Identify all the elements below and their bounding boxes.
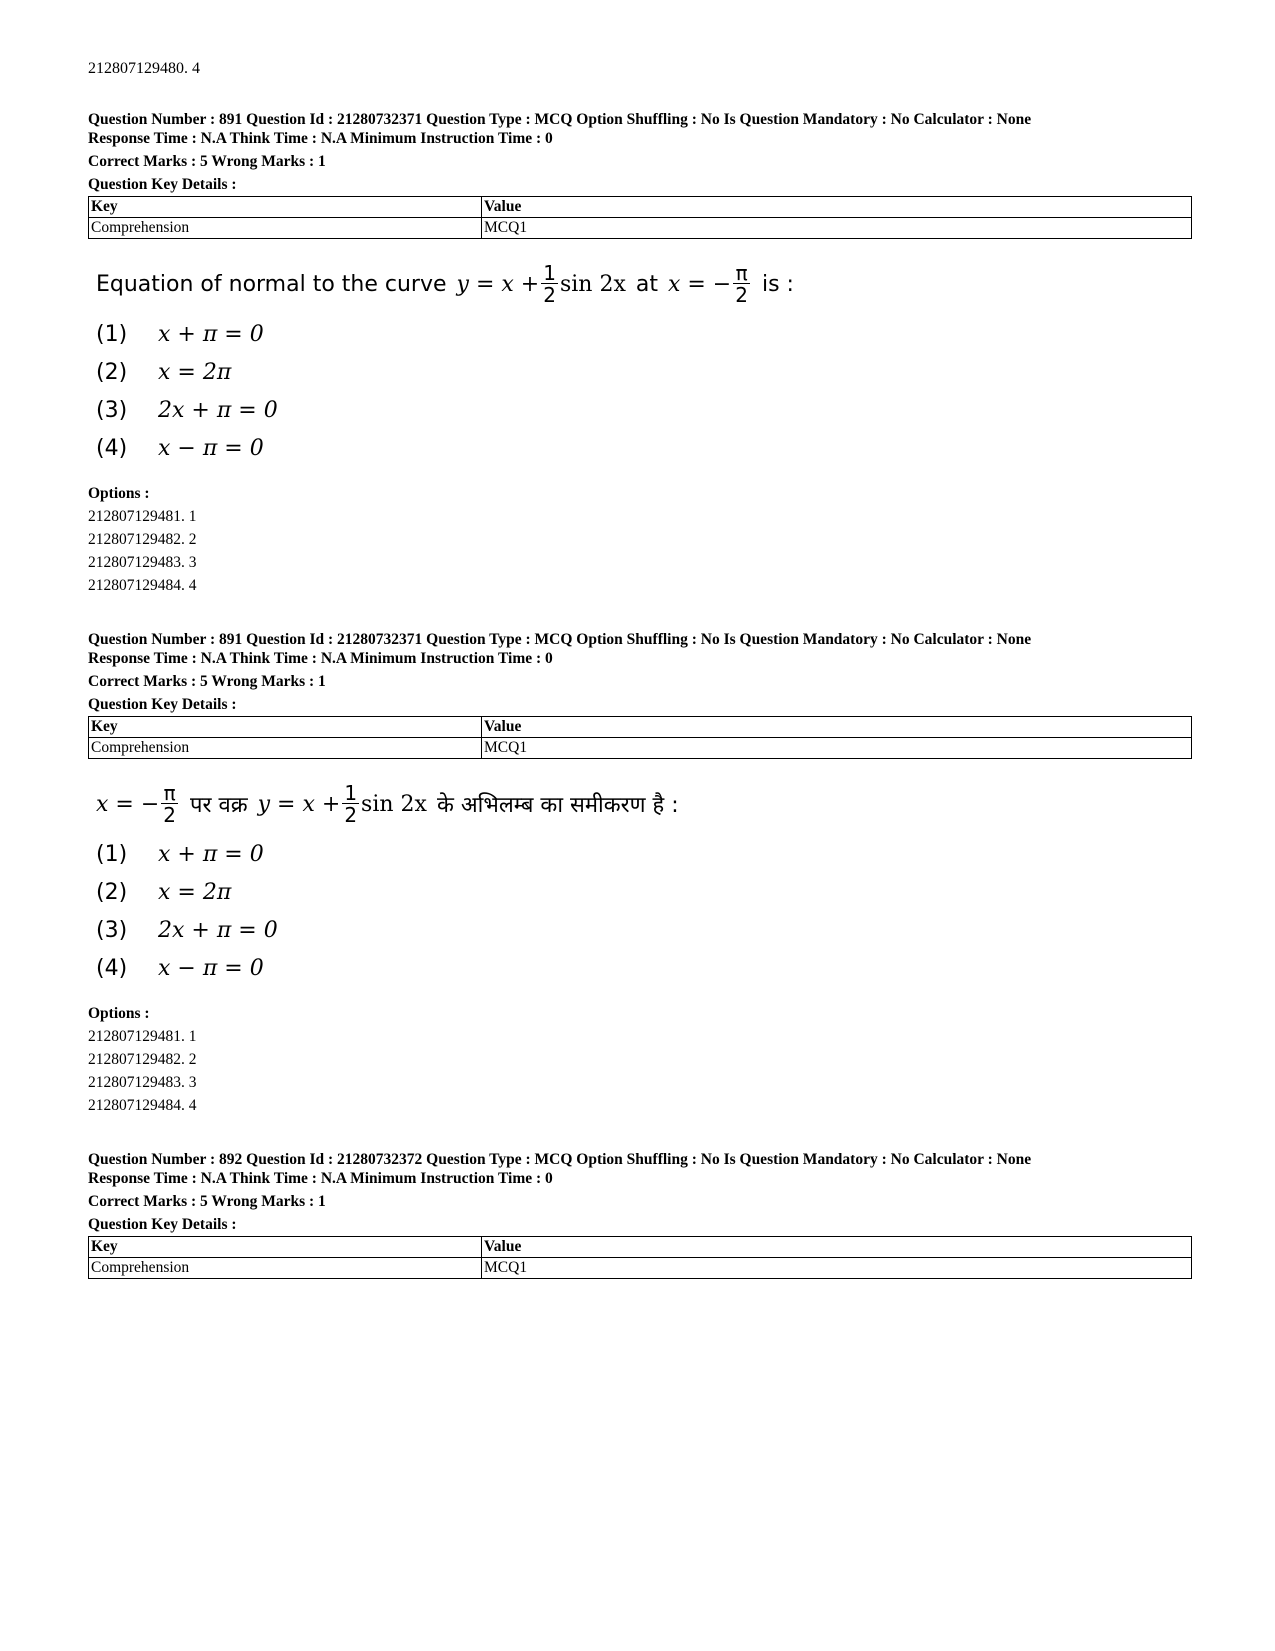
stem-at: at	[635, 271, 658, 297]
meta-line-2: Response Time : N.A Think Time : N.A Minimum Instruction Time : 0	[88, 130, 553, 147]
choice-row	[88, 429, 1193, 467]
stem-sin: sin 2x	[361, 791, 427, 817]
table-header-row	[89, 717, 1192, 738]
choice-equation: x = 2π	[158, 879, 232, 905]
fraction-pi-half	[733, 263, 750, 305]
table-row	[89, 738, 1192, 759]
stem-y-eq: y = x +	[456, 271, 540, 297]
question-content	[88, 773, 1193, 1003]
meta-line-2: Response Time : N.A Think Time : N.A Minimum Instruction Time : 0	[88, 1170, 553, 1187]
fraction-one-half	[541, 263, 558, 305]
fraction-pi-half	[161, 783, 178, 825]
option-item: 212807129483. 3	[88, 1074, 197, 1091]
choice-number: (1)	[96, 321, 128, 347]
choice-row	[88, 315, 1193, 353]
question-block-2	[88, 630, 1193, 1117]
key-details-table	[88, 1236, 1192, 1279]
question-content	[88, 253, 1193, 483]
stem-sin: sin 2x	[559, 271, 626, 297]
fraction-numerator: 1	[543, 261, 556, 285]
fraction-denominator: 2	[735, 283, 748, 307]
key-details-table	[88, 716, 1192, 759]
key-details-label: Question Key Details :	[88, 1216, 237, 1233]
option-item: 212807129482. 2	[88, 531, 197, 548]
key-cell: Comprehension	[89, 218, 482, 239]
meta-line-1: Question Number : 891 Question Id : 21280732371 Question Type : MCQ Option Shuffling : No Is Question Mandatory : No Calculator : None	[88, 111, 1032, 128]
stem-text-end: के अभिलम्ब का समीकरण है :	[436, 793, 679, 818]
stem-y-eq: y = x +	[257, 791, 341, 817]
choice-equation: 2x + π = 0	[158, 917, 278, 943]
fraction-numerator: 1	[344, 781, 358, 805]
answer-id-header: 212807129480. 4	[88, 60, 200, 77]
option-item: 212807129481. 1	[88, 508, 197, 525]
question-meta	[88, 110, 1193, 148]
fraction-denominator: 2	[543, 283, 556, 307]
table-header-row	[89, 197, 1192, 218]
choice-number: (2)	[96, 879, 128, 905]
key-header: Key	[89, 197, 482, 218]
question-stem	[88, 253, 1193, 315]
choice-row	[88, 949, 1193, 987]
question-stem	[88, 773, 1193, 835]
value-header: Value	[482, 1237, 1192, 1258]
fraction-numerator: π	[163, 781, 176, 805]
value-cell: MCQ1	[482, 738, 1192, 759]
value-cell: MCQ1	[482, 218, 1192, 239]
marks-line: Correct Marks : 5 Wrong Marks : 1	[88, 1193, 326, 1210]
choice-row	[88, 911, 1193, 949]
question-block-1	[88, 110, 1193, 597]
choice-row	[88, 353, 1193, 391]
meta-line-1: Question Number : 892 Question Id : 21280732372 Question Type : MCQ Option Shuffling : No Is Question Mandatory : No Calculator : None	[88, 1151, 1032, 1168]
stem-text: पर वक्र	[190, 793, 248, 818]
choice-equation: x + π = 0	[158, 321, 264, 347]
choice-number: (1)	[96, 841, 128, 867]
choice-equation: x − π = 0	[158, 955, 264, 981]
choice-number: (4)	[96, 955, 128, 981]
key-details-label: Question Key Details :	[88, 176, 237, 193]
choice-row	[88, 391, 1193, 429]
marks-line: Correct Marks : 5 Wrong Marks : 1	[88, 673, 326, 690]
fraction-denominator: 2	[344, 803, 358, 827]
question-block-3	[88, 1150, 1193, 1279]
fraction-numerator: π	[735, 261, 748, 285]
fraction-one-half	[342, 783, 359, 825]
choice-equation: x + π = 0	[158, 841, 264, 867]
key-details-label: Question Key Details :	[88, 696, 237, 713]
choice-equation: x − π = 0	[158, 435, 264, 461]
choice-row	[88, 873, 1193, 911]
option-item: 212807129484. 4	[88, 1097, 197, 1114]
choice-equation: 2x + π = 0	[158, 397, 278, 423]
meta-line-1: Question Number : 891 Question Id : 21280732371 Question Type : MCQ Option Shuffling : No Is Question Mandatory : No Calculator : None	[88, 631, 1032, 648]
stem-text-end: is :	[761, 271, 794, 297]
meta-line-2: Response Time : N.A Think Time : N.A Minimum Instruction Time : 0	[88, 650, 553, 667]
stem-x-eq: x = −	[667, 271, 732, 297]
question-meta	[88, 630, 1193, 668]
value-header: Value	[482, 717, 1192, 738]
choice-equation: x = 2π	[158, 359, 232, 385]
key-details-table	[88, 196, 1192, 239]
value-cell: MCQ1	[482, 1258, 1192, 1279]
stem-text: Equation of normal to the curve	[96, 271, 447, 297]
key-cell: Comprehension	[89, 1258, 482, 1279]
question-meta	[88, 1150, 1193, 1188]
table-row	[89, 1258, 1192, 1279]
marks-line: Correct Marks : 5 Wrong Marks : 1	[88, 153, 326, 170]
fraction-denominator: 2	[163, 803, 176, 827]
key-cell: Comprehension	[89, 738, 482, 759]
option-item: 212807129482. 2	[88, 1051, 197, 1068]
option-item: 212807129483. 3	[88, 554, 197, 571]
stem-x-eq: x = −	[96, 791, 160, 817]
table-header-row	[89, 1237, 1192, 1258]
table-row	[89, 218, 1192, 239]
option-item: 212807129481. 1	[88, 1028, 197, 1045]
choice-number: (4)	[96, 435, 128, 461]
choice-number: (2)	[96, 359, 128, 385]
options-label: Options :	[88, 485, 150, 502]
choice-number: (3)	[96, 397, 128, 423]
option-item: 212807129484. 4	[88, 577, 197, 594]
key-header: Key	[89, 717, 482, 738]
choice-row	[88, 835, 1193, 873]
choice-number: (3)	[96, 917, 128, 943]
value-header: Value	[482, 197, 1192, 218]
key-header: Key	[89, 1237, 482, 1258]
options-label: Options :	[88, 1005, 150, 1022]
